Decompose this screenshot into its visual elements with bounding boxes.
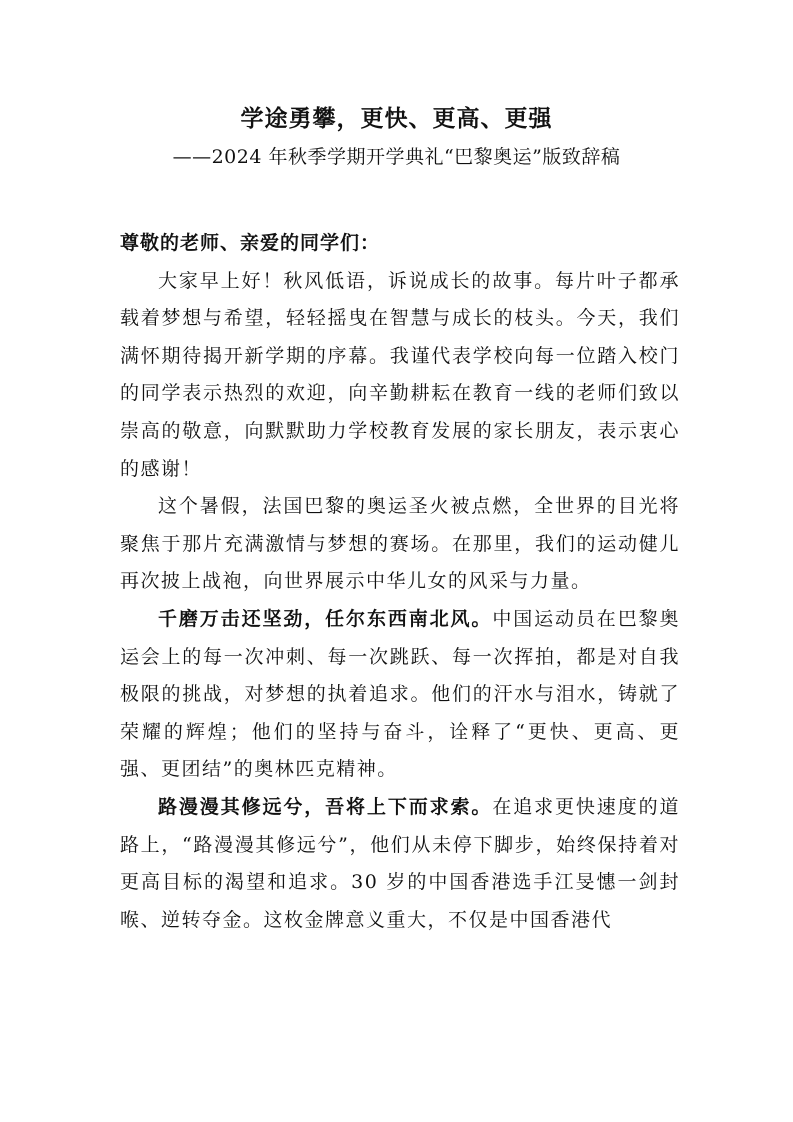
paragraph-lead: 千磨万击还坚劲，任尔东西南北风。 bbox=[158, 607, 493, 630]
paragraph-welcome bbox=[120, 263, 680, 489]
document-subtitle: ——2024 年秋季学期开学典礼“巴黎奥运”版致辞稿 bbox=[172, 146, 621, 168]
paragraph-pursuit bbox=[120, 789, 680, 939]
paragraph-perseverance bbox=[120, 601, 680, 789]
document-body bbox=[120, 225, 680, 939]
paragraph-text: 大家早上好！秋风低语，诉说成长的故事。每片叶子都承载着梦想与希望，轻轻摇曳在智慧与成长的枝头。今天，我们满怀期待揭开新学期的序幕。我谨代表学校向每一位踏入校门的同学表示热烈的欢迎，向辛勤耕耘在教育一线的老师们致以崇高的敬意，向默默助力学校教育发展的家长朋友，表示衷心的感谢！ bbox=[120, 269, 680, 480]
paragraph-lead: 路漫漫其修远兮，吾将上下而求索。 bbox=[158, 795, 493, 818]
document-title: 学途勇攀，更快、更高、更强 bbox=[240, 105, 553, 132]
paragraph-text: 在追求更快速度的道路上，“路漫漫其修远兮”，他们从未停下脚步，始终保持着对更高目标的渴望和追求。30 岁的中国香港选手江旻憓一剑封喉、逆转夺金。这枚金牌意义重大，不仅是中国香港代 bbox=[120, 795, 680, 931]
paragraph-text: 中国运动员在巴黎奥运会上的每一次冲刺、每一次跳跃、每一次挥拍，都是对自我极限的挑战，对梦想的执着追求。他们的汗水与泪水，铸就了荣耀的辉煌；他们的坚持与奋斗，诠释了“更快、更高、更强、更团结”的奥林匹克精神。 bbox=[120, 607, 680, 781]
paragraph-olympics bbox=[120, 488, 680, 601]
paragraph-text: 这个暑假，法国巴黎的奥运圣火被点燃，全世界的目光将聚焦于那片充满激情与梦想的赛场。在那里，我们的运动健儿再次披上战袍，向世界展示中华儿女的风采与力量。 bbox=[120, 495, 680, 593]
salutation: 尊敬的老师、亲爱的同学们： bbox=[120, 232, 381, 254]
